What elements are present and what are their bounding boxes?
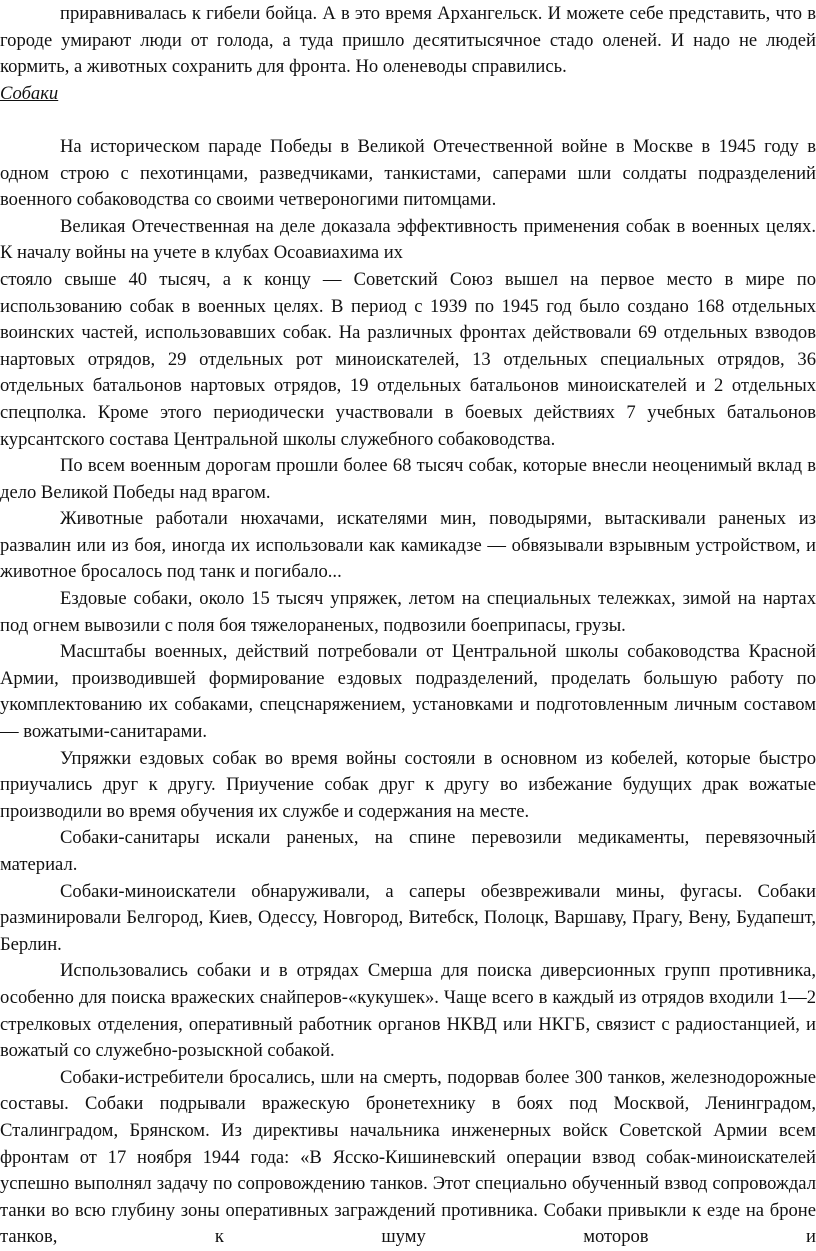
paragraph-6: Масштабы военных, действий потребовали от Центральной школы собаководства Красной Армии, производившей формирование ездовых подразделений, проделать большую работу по укомплектованию их собаками, спецснаряжением, установками и подготовленным личным составом — вожатыми-санитарами. bbox=[0, 641, 816, 743]
paragraph-5: Ездовые собаки, около 15 тысяч упряжек, летом на специальных тележках, зимой на нартах под огнем вывозили с поля боя тяжелораненых, подвозили боеприпасы, грузы. bbox=[0, 588, 816, 636]
paragraph-2: Великая Отечественная на деле доказала эффективность применения собак в военных целях. К началу войны на учете в клубах Осоавиахима их bbox=[0, 215, 816, 264]
paragraph-8: Собаки-санитары искали раненых, на спине перевозили медикаменты, перевязочный материал. bbox=[0, 827, 816, 875]
paragraph-4: Животные работали нюхачами, искателями мин, поводырями, вытаскивали раненых из развалин или из боя, иногда их использовали как камикадзе — обвязывали взрывным устройством, и животное бросалось под танк и погибало... bbox=[0, 508, 816, 583]
paragraph-10: Использовались собаки и в отрядах Смерша для поиска диверсионных групп противника, особенно для поиска вражеских снайперов-«кукушек». Чаще всего в каждый из отрядов входили 1—2 стрелковых отделения, оперативный работник органов НКВД или НКГБ, связист с радиостанцией, и вожатый со служебно-розыскной собакой. bbox=[0, 960, 816, 1062]
intro-paragraph: приравнивалась к гибели бойца. А в это время Архангельск. И можете себе представить, что в городе умирают люди от голода, а туда пришло десятитысячное стадо оленей. И надо не людей кормить, а животных сохранить для фронта. Но оленеводы справились. bbox=[0, 3, 816, 78]
paragraph-7: Упряжки ездовых собак во время войны состояли в основном из кобелей, которые быстро приучались друг к другу. Приучение собак друг к другу во избежание будущих драк вожатые производили во время обучения их службе и содержания на месте. bbox=[0, 747, 816, 822]
section-title: Собаки bbox=[0, 82, 59, 104]
blank-line bbox=[0, 107, 816, 134]
paragraph-11: Собаки-истребители бросались, шли на смерть, подорвав более 300 танков, железнодорожные составы. Собаки подрывали вражескую бронетехнику в боях под Москвой, Ленинградом, Сталинградом, Брянском. Из директивы начальника инженерных войск Советской Армии всем фронтам от 17 ноября 1944 года: «В Ясско-Кишиневский операции взвод собак-миноискателей успешно выполнял задачу по сопровождению танков. Этот специально обученный взвод сопровождал танки во всю глубину зоны оперативных заграждений противника. Собаки привыкли к езде на броне танков, к шуму моторов и bbox=[0, 1066, 816, 1248]
paragraph-3: По всем военным дорогам прошли более 68 тысяч собак, которые внесли неоценимый вклад в дело Великой Победы над врагом. bbox=[0, 455, 816, 503]
paragraph-1: На историческом параде Победы в Великой Отечественной войне в Москве в 1945 году в одном строю с пехотинцами, разведчиками, танкистами, саперами шли солдаты подразделений военного собаководства со своими четвероногими питомцами. bbox=[0, 135, 816, 211]
paragraph-2-continued: стояло свыше 40 тысяч, а к концу — Советский Союз вышел на первое место в мире по использованию собак в военных целях. В период с 1939 по 1945 год было создано 168 отдельных воинских частей, использовавших собак. На различных фронтах действовали 69 отдельных взводов нартовых отрядов, 29 отдельных рот миноискателей, 13 отдельных специальных отрядов, 36 отдельных батальонов нартовых отрядов, 19 отдельных батальонов миноискателей и 2 отдельных спецполка. Кроме этого периодически участвовали в боевых действиях 7 учебных батальонов курсантского состава Центральной школы служебного собаководства. bbox=[0, 268, 816, 450]
paragraph-9: Собаки-миноискатели обнаруживали, а саперы обезвреживали мины, фугасы. Собаки разминировали Белгород, Киев, Одессу, Новгород, Витебск, Полоцк, Варшаву, Прагу, Вену, Будапешт, Берлин. bbox=[0, 880, 816, 955]
